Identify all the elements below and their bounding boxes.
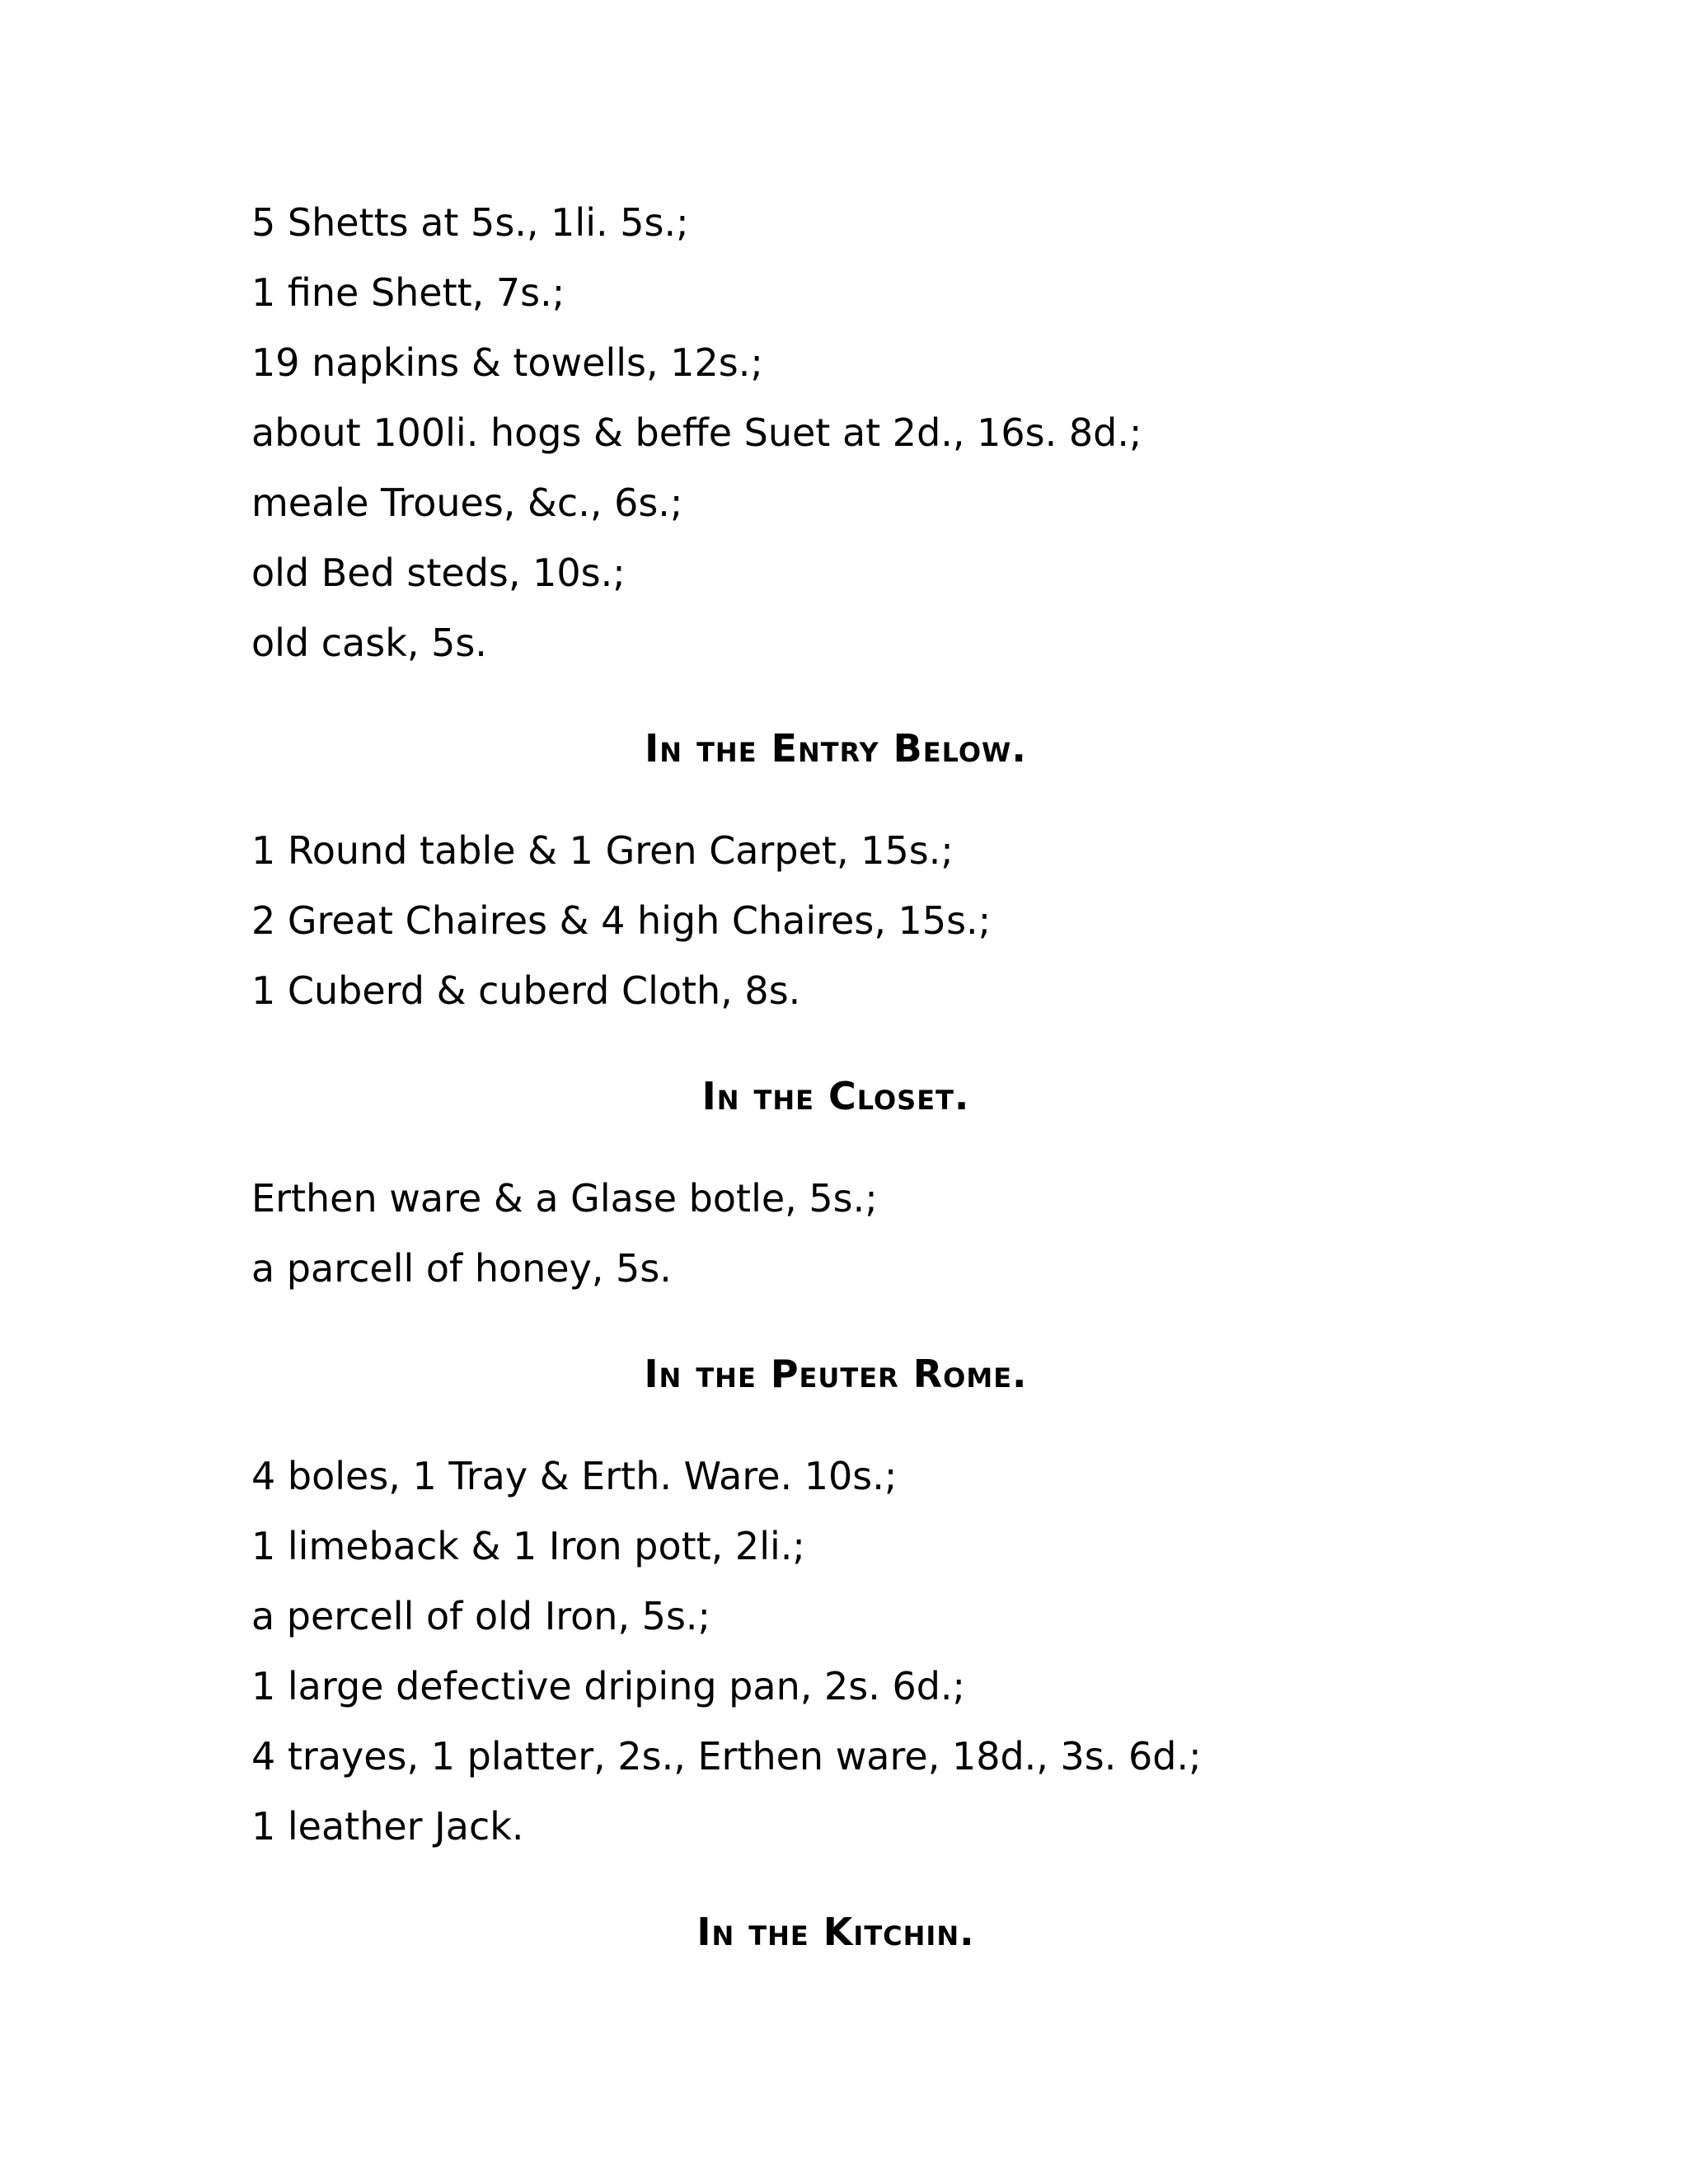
section-heading: In the Closet. bbox=[701, 1074, 970, 1118]
inventory-line: Erthen ware & a Glase botle, 5s.; bbox=[251, 1176, 878, 1221]
section-heading: In the Entry Below. bbox=[645, 726, 1027, 771]
inventory-line: a percell of old Iron, 5s.; bbox=[251, 1594, 711, 1638]
section-heading: In the Peuter Rome. bbox=[644, 1352, 1028, 1396]
inventory-line: 2 Great Chaires & 4 high Chaires, 15s.; bbox=[251, 898, 992, 943]
inventory-line: 1 fine Shett, 7s.; bbox=[251, 270, 565, 315]
inventory-line: 5 Shetts at 5s., 1li. 5s.; bbox=[251, 200, 689, 245]
inventory-line: about 100li. hogs & beffe Suet at 2d., 16s. 8d.; bbox=[251, 410, 1142, 455]
inventory-line: 4 trayes, 1 platter, 2s., Erthen ware, 18d., 3s. 6d.; bbox=[251, 1734, 1202, 1779]
inventory-line: 1 Round table & 1 Gren Carpet, 15s.; bbox=[251, 828, 954, 873]
inventory-line: old cask, 5s. bbox=[251, 621, 487, 665]
inventory-line: 1 leather Jack. bbox=[251, 1804, 524, 1849]
inventory-line: 19 napkins & towells, 12s.; bbox=[251, 340, 763, 385]
inventory-line: 1 large defective driping pan, 2s. 6d.; bbox=[251, 1664, 966, 1708]
section-heading: In the Kitchin. bbox=[696, 1910, 975, 1954]
inventory-line: 1 Cuberd & cuberd Cloth, 8s. bbox=[251, 968, 801, 1013]
inventory-line: 4 boles, 1 Tray & Erth. Ware. 10s.; bbox=[251, 1454, 898, 1498]
inventory-line: a parcell of honey, 5s. bbox=[251, 1246, 672, 1291]
inventory-line: old Bed steds, 10s.; bbox=[251, 551, 626, 595]
inventory-line: 1 limeback & 1 Iron pott, 2li.; bbox=[251, 1524, 805, 1568]
inventory-line: meale Troues, &c., 6s.; bbox=[251, 480, 683, 525]
